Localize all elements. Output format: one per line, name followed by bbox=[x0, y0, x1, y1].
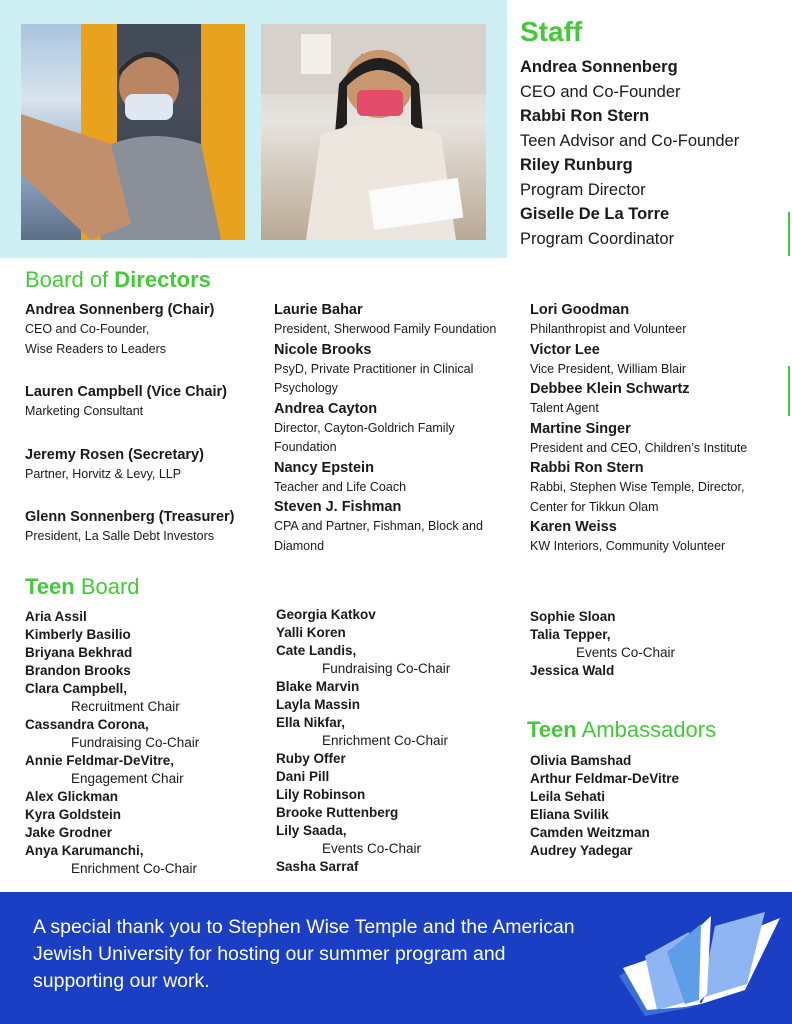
ambassador-name: Arthur Feldmar-DeVitre bbox=[530, 771, 680, 786]
teen-member-name: Jake Grodner bbox=[25, 825, 113, 840]
board-member-name: Laurie Bahar bbox=[274, 302, 363, 318]
teen-member-name: Lily Saada, bbox=[276, 823, 347, 838]
staff-name: Riley Runburg bbox=[520, 156, 633, 174]
teen-member-role: Recruitment Chair bbox=[71, 699, 180, 714]
ambassadors-title-bold: Teen bbox=[527, 717, 577, 742]
teen-member-name: Clara Campbell, bbox=[25, 681, 128, 696]
board-member-name: Nancy Epstein bbox=[274, 459, 374, 476]
board-member-role: Talent Agent bbox=[530, 401, 599, 415]
teen-member-name: Jessica Wald bbox=[530, 663, 615, 678]
ambassador-name: Camden Weitzman bbox=[530, 825, 650, 840]
teen-board-title-light: Board bbox=[74, 574, 140, 599]
teen-member-name: Ella Nikfar, bbox=[276, 715, 346, 730]
ambassador-name: Olivia Bamshad bbox=[530, 753, 632, 768]
board-title-light: Board of bbox=[25, 267, 115, 292]
board-member-role: President, La Salle Debt Investors bbox=[25, 529, 214, 543]
teen-member-role: Engagement Chair bbox=[71, 771, 184, 786]
board-member-role: Vice President, William Blair bbox=[530, 361, 687, 376]
teen-member-name: Sophie Sloan bbox=[530, 609, 616, 624]
staff-name: Giselle De La Torre bbox=[520, 205, 670, 223]
staff-role: Program Coordinator bbox=[520, 229, 675, 248]
board-member-name: Jeremy Rosen (Secretary) bbox=[25, 446, 204, 463]
teen-member-name: Ruby Offer bbox=[276, 751, 346, 766]
teen-member-name: Aria Assil bbox=[25, 609, 87, 624]
teen-member-role: Fundraising Co-Chair bbox=[71, 735, 200, 750]
board-member-name: Karen Weiss bbox=[530, 519, 617, 535]
teen-board-title-bold: Teen bbox=[25, 574, 75, 599]
teen-ambassadors-title bbox=[527, 717, 716, 743]
staff-role: CEO and Co-Founder bbox=[520, 82, 681, 101]
teen-board-title bbox=[25, 574, 140, 600]
teen-member-name: Yalli Koren bbox=[276, 625, 346, 640]
board-member-role: KW Interiors, Community Volunteer bbox=[530, 539, 726, 553]
footer-banner bbox=[0, 892, 792, 1024]
teen-member-name: Annie Feldmar-DeVitre, bbox=[25, 753, 175, 768]
board-column-3 bbox=[530, 300, 770, 557]
board-member-role: PsyD, Private Practitioner in Clinical Psychology bbox=[274, 361, 474, 395]
board-member-name: Lori Goodman bbox=[530, 302, 630, 318]
board-member-role: CPA and Partner, Fishman, Block and Diamond bbox=[274, 519, 483, 553]
teen-member-role: Events Co-Chair bbox=[576, 645, 676, 660]
ambassador-name: Eliana Svilik bbox=[530, 807, 609, 822]
edge-accent-mark bbox=[788, 212, 790, 256]
teen-member-name: Lily Robinson bbox=[276, 787, 366, 802]
teen-member-name: Dani Pill bbox=[276, 769, 330, 784]
staff-list bbox=[520, 55, 790, 251]
board-member-role: President and CEO, Children’s Institute bbox=[530, 440, 748, 455]
board-member-name: Andrea Cayton bbox=[274, 400, 378, 417]
board-member-role: Philanthropist and Volunteer bbox=[530, 322, 687, 336]
staff-title: Staff bbox=[520, 16, 583, 47]
board-member-role: President, Sherwood Family Foundation bbox=[274, 322, 497, 336]
staff-role: Teen Advisor and Co-Founder bbox=[520, 131, 740, 150]
teen-member-name: Brandon Brooks bbox=[25, 663, 131, 678]
board-column-2 bbox=[274, 300, 514, 556]
staff-name: Andrea Sonnenberg bbox=[520, 58, 678, 76]
teen-member-name: Sasha Sarraf bbox=[276, 859, 359, 874]
teen-member-role: Enrichment Co-Chair bbox=[322, 733, 449, 748]
teen-board-column-1 bbox=[25, 608, 270, 878]
board-member-name: Victor Lee bbox=[530, 341, 600, 358]
ambassador-name: Leila Sehati bbox=[530, 789, 606, 804]
teen-member-role: Events Co-Chair bbox=[322, 841, 422, 856]
board-title-bold: Directors bbox=[114, 267, 211, 292]
teen-member-role: Fundraising Co-Chair bbox=[322, 661, 451, 676]
teen-member-name: Georgia Katkov bbox=[276, 607, 376, 622]
photo-panel bbox=[0, 0, 507, 258]
board-member-role: CEO and Co-Founder, bbox=[25, 322, 150, 336]
board-member-name: Glenn Sonnenberg (Treasurer) bbox=[25, 509, 235, 525]
teen-member-name: Cassandra Corona, bbox=[25, 717, 149, 732]
board-member-name: Debbee Klein Schwartz bbox=[530, 381, 690, 397]
board-member-name: Rabbi Ron Stern bbox=[530, 460, 644, 476]
board-column-1 bbox=[25, 300, 270, 547]
board-member-name: Nicole Brooks bbox=[274, 341, 372, 358]
teen-member-name: Alex Glickman bbox=[25, 789, 119, 804]
teen-member-name: Kimberly Basilio bbox=[25, 627, 131, 642]
ambassador-name: Audrey Yadegar bbox=[530, 843, 633, 858]
teen-member-role: Enrichment Co-Chair bbox=[71, 861, 198, 876]
boy-on-school-bus-photo bbox=[21, 24, 245, 240]
board-member-role: Rabbi, Stephen Wise Temple, Director, Center for Tikkun Olam bbox=[530, 480, 745, 514]
board-member-role: Partner, Horvitz & Levy, LLP bbox=[25, 466, 182, 481]
board-member-name: Lauren Campbell (Vice Chair) bbox=[25, 384, 227, 400]
open-book-icon bbox=[615, 906, 785, 1016]
board-member-role: Marketing Consultant bbox=[25, 404, 144, 418]
teen-member-name: Layla Massin bbox=[276, 697, 361, 712]
teen-ambassadors-list bbox=[530, 752, 770, 860]
teen-member-name: Cate Landis, bbox=[276, 643, 357, 658]
teen-member-name: Kyra Goldstein bbox=[25, 807, 122, 822]
board-member-name: Steven J. Fishman bbox=[274, 499, 402, 515]
staff-role: Program Director bbox=[520, 180, 646, 199]
teen-member-name: Briyana Bekhrad bbox=[25, 645, 133, 660]
ambassadors-title-light: Ambassadors bbox=[576, 717, 717, 742]
footer-thank-you-text: A special thank you to Stephen Wise Temple and the American Jewish University for hosting our summer program and supporting our work. bbox=[33, 916, 575, 992]
board-member-role: Wise Readers to Leaders bbox=[25, 341, 167, 356]
board-title bbox=[25, 267, 211, 293]
board-member-role: Teacher and Life Coach bbox=[274, 479, 407, 494]
staff-name: Rabbi Ron Stern bbox=[520, 107, 650, 125]
teen-member-name: Talia Tepper, bbox=[530, 627, 611, 642]
teen-member-name: Blake Marvin bbox=[276, 679, 360, 694]
teen-board-column-2 bbox=[276, 606, 521, 876]
teen-board-column-3 bbox=[530, 608, 770, 680]
edge-accent-mark bbox=[788, 366, 790, 416]
board-member-name: Martine Singer bbox=[530, 420, 631, 437]
teen-member-name: Anya Karumanchi, bbox=[25, 843, 144, 858]
girl-writing-photo bbox=[261, 24, 486, 240]
board-member-name: Andrea Sonnenberg (Chair) bbox=[25, 302, 215, 318]
board-member-role: Director, Cayton-Goldrich Family Foundation bbox=[274, 420, 455, 454]
teen-member-name: Brooke Ruttenberg bbox=[276, 805, 399, 820]
